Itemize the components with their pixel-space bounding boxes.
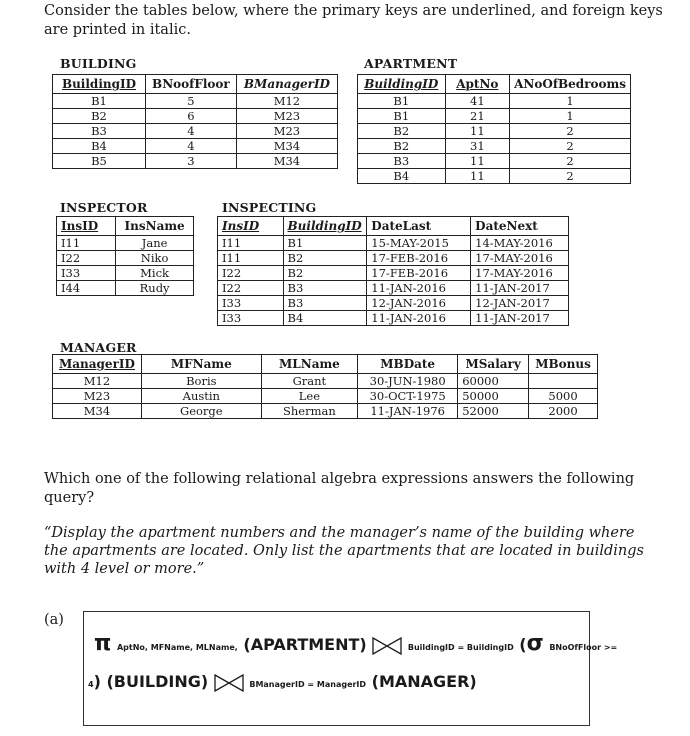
table-row — [358, 139, 631, 154]
cell: 5 — [145, 94, 236, 109]
manager-table-label: MANAGER — [60, 340, 137, 355]
cell: 11-JAN-2016 — [367, 281, 471, 296]
cell: Grant — [261, 374, 357, 389]
cell: 11-JAN-2017 — [471, 311, 569, 326]
cell: I22 — [218, 281, 284, 296]
cell: Niko — [116, 251, 194, 266]
expression-line-2 — [88, 672, 477, 692]
cell: 11 — [445, 124, 510, 139]
apartment-header-aptno: AptNo — [445, 75, 510, 94]
cell: 11 — [445, 154, 510, 169]
cell: B1 — [358, 94, 446, 109]
cell: 31 — [445, 139, 510, 154]
manager-relation: (MANAGER) — [371, 672, 477, 691]
selection-condition-a: BNoOfFloor >= — [549, 643, 618, 652]
inspector-table-label: INSPECTOR — [60, 200, 148, 215]
cell: B2 — [283, 266, 367, 281]
manager-header-mfname: MFName — [141, 355, 261, 374]
cell: 14-MAY-2016 — [471, 236, 569, 251]
table-row — [53, 389, 598, 404]
building-header-bmanagerid: BManagerID — [236, 75, 337, 94]
cell: 1 — [510, 94, 631, 109]
manager-header-msalary: MSalary — [458, 355, 529, 374]
apartment-table — [357, 74, 631, 184]
cell: 2000 — [529, 404, 598, 419]
selection-symbol: σ — [526, 631, 544, 656]
cell: 11-JAN-1976 — [358, 404, 458, 419]
building-table — [52, 74, 338, 169]
table-row — [53, 94, 338, 109]
cell: I22 — [57, 251, 116, 266]
cell: M34 — [53, 404, 142, 419]
cell: I11 — [57, 236, 116, 251]
table-row — [53, 124, 338, 139]
projection-symbol: π — [94, 631, 112, 656]
cell: M34 — [236, 139, 337, 154]
cell: 2 — [510, 139, 631, 154]
inspector-header-insname: InsName — [116, 217, 194, 236]
cell: M12 — [236, 94, 337, 109]
building-table-label: BUILDING — [60, 56, 137, 71]
cell: B2 — [283, 251, 367, 266]
inspector-header-insid: InsID — [57, 217, 116, 236]
cell: 3 — [145, 154, 236, 169]
table-row — [57, 281, 194, 296]
cell: Boris — [141, 374, 261, 389]
option-a-label: (a) — [44, 612, 64, 628]
table-row — [358, 109, 631, 124]
cell: M23 — [236, 109, 337, 124]
cell: 12-JAN-2016 — [367, 296, 471, 311]
cell: B1 — [283, 236, 367, 251]
table-row — [218, 281, 569, 296]
table-row — [358, 154, 631, 169]
building-header-buildingid: BuildingID — [53, 75, 146, 94]
manager-header-mlname: MLName — [261, 355, 357, 374]
cell: I33 — [218, 296, 284, 311]
join-icon — [214, 674, 244, 692]
projection-attributes: AptNo, MFName, MLName, — [116, 643, 238, 652]
manager-header-managerid: ManagerID — [53, 355, 142, 374]
cell: 50000 — [458, 389, 529, 404]
cell: B3 — [283, 296, 367, 311]
table-row — [358, 124, 631, 139]
table-row — [53, 109, 338, 124]
selection-condition-b: 4 — [88, 680, 94, 689]
manager-table — [52, 354, 598, 419]
cell: M34 — [236, 154, 337, 169]
cell: 11-JAN-2017 — [471, 281, 569, 296]
cell: I22 — [218, 266, 284, 281]
apartment-header-buildingid: BuildingID — [358, 75, 446, 94]
inspecting-header-buildingid: BuildingID — [283, 217, 367, 236]
expression-line-1 — [94, 631, 617, 656]
apartment-header-anoofbedrooms: ANoOfBedrooms — [510, 75, 631, 94]
manager-header-mbdate: MBDate — [358, 355, 458, 374]
table-row — [53, 404, 598, 419]
open-paren: ( — [519, 635, 527, 654]
cell: Lee — [261, 389, 357, 404]
table-row — [53, 374, 598, 389]
cell: M12 — [53, 374, 142, 389]
cell: 17-FEB-2016 — [367, 251, 471, 266]
table-row — [218, 296, 569, 311]
table-row — [218, 311, 569, 326]
cell: B5 — [53, 154, 146, 169]
cell: M23 — [53, 389, 142, 404]
cell: 30-JUN-1980 — [358, 374, 458, 389]
cell: 4 — [145, 124, 236, 139]
cell: B3 — [358, 154, 446, 169]
apartment-table-label: APARTMENT — [364, 56, 458, 71]
cell: 12-JAN-2017 — [471, 296, 569, 311]
table-row — [358, 94, 631, 109]
table-row — [218, 236, 569, 251]
cell: 2 — [510, 154, 631, 169]
cell: 5000 — [529, 389, 598, 404]
cell: 11-JAN-2016 — [367, 311, 471, 326]
inspecting-table-label: INSPECTING — [222, 200, 317, 215]
cell: B2 — [53, 109, 146, 124]
cell: I33 — [218, 311, 284, 326]
cell: 11 — [445, 169, 510, 184]
option-a-expression-box[interactable] — [83, 611, 618, 726]
cell: Rudy — [116, 281, 194, 296]
inspector-table — [56, 216, 194, 296]
inspecting-header-insid: InsID — [218, 217, 284, 236]
table-row — [57, 236, 194, 251]
cell: 1 — [510, 109, 631, 124]
table-row — [57, 251, 194, 266]
cell: 52000 — [458, 404, 529, 419]
inspecting-header-datelast: DateLast — [367, 217, 471, 236]
cell: 21 — [445, 109, 510, 124]
manager-header-mbonus: MBonus — [529, 355, 598, 374]
cell: 30-OCT-1975 — [358, 389, 458, 404]
cell: 15-MAY-2015 — [367, 236, 471, 251]
cell: B1 — [53, 94, 146, 109]
building-relation: ) (BUILDING) — [93, 672, 209, 691]
cell: 60000 — [458, 374, 529, 389]
inspecting-header-datenext: DateNext — [471, 217, 569, 236]
cell: I44 — [57, 281, 116, 296]
cell: Austin — [141, 389, 261, 404]
question-text: Which one of the following relational algebra expressions answers the following query? — [44, 471, 635, 506]
cell: B2 — [358, 139, 446, 154]
intro-text: Consider the tables below, where the primary keys are underlined, and foreign keys are printed in italic. — [44, 3, 663, 38]
cell: Jane — [116, 236, 194, 251]
table-row — [53, 139, 338, 154]
cell: I11 — [218, 236, 284, 251]
cell: 17-MAY-2016 — [471, 251, 569, 266]
cell: 41 — [445, 94, 510, 109]
table-row — [218, 266, 569, 281]
cell: B4 — [283, 311, 367, 326]
table-row — [218, 251, 569, 266]
cell: George — [141, 404, 261, 419]
query-quote: “Display the apartment numbers and the manager’s name of the building where the apartments are located. Only list the apartments that are located in buildings with 4 level or more.” — [44, 525, 644, 577]
cell: B1 — [358, 109, 446, 124]
cell: Mick — [116, 266, 194, 281]
cell — [529, 374, 598, 389]
cell: 2 — [510, 124, 631, 139]
cell: I33 — [57, 266, 116, 281]
cell: 2 — [510, 169, 631, 184]
join-condition-1: BuildingID = BuildingID — [407, 643, 514, 652]
cell: B4 — [358, 169, 446, 184]
cell: B2 — [358, 124, 446, 139]
cell: 17-MAY-2016 — [471, 266, 569, 281]
cell: 4 — [145, 139, 236, 154]
cell: B4 — [53, 139, 146, 154]
cell: I11 — [218, 251, 284, 266]
cell: 17-FEB-2016 — [367, 266, 471, 281]
table-row — [358, 169, 631, 184]
join-condition-2: BManagerID = ManagerID — [249, 680, 367, 689]
table-row — [57, 266, 194, 281]
natural-join-icon — [372, 637, 402, 655]
cell: B3 — [53, 124, 146, 139]
cell: M23 — [236, 124, 337, 139]
inspecting-table — [217, 216, 569, 326]
cell: 6 — [145, 109, 236, 124]
cell: Sherman — [261, 404, 357, 419]
building-header-bnoofloor: BNoofFloor — [145, 75, 236, 94]
cell: B3 — [283, 281, 367, 296]
table-row — [53, 154, 338, 169]
apartment-relation: (APARTMENT) — [243, 635, 367, 654]
